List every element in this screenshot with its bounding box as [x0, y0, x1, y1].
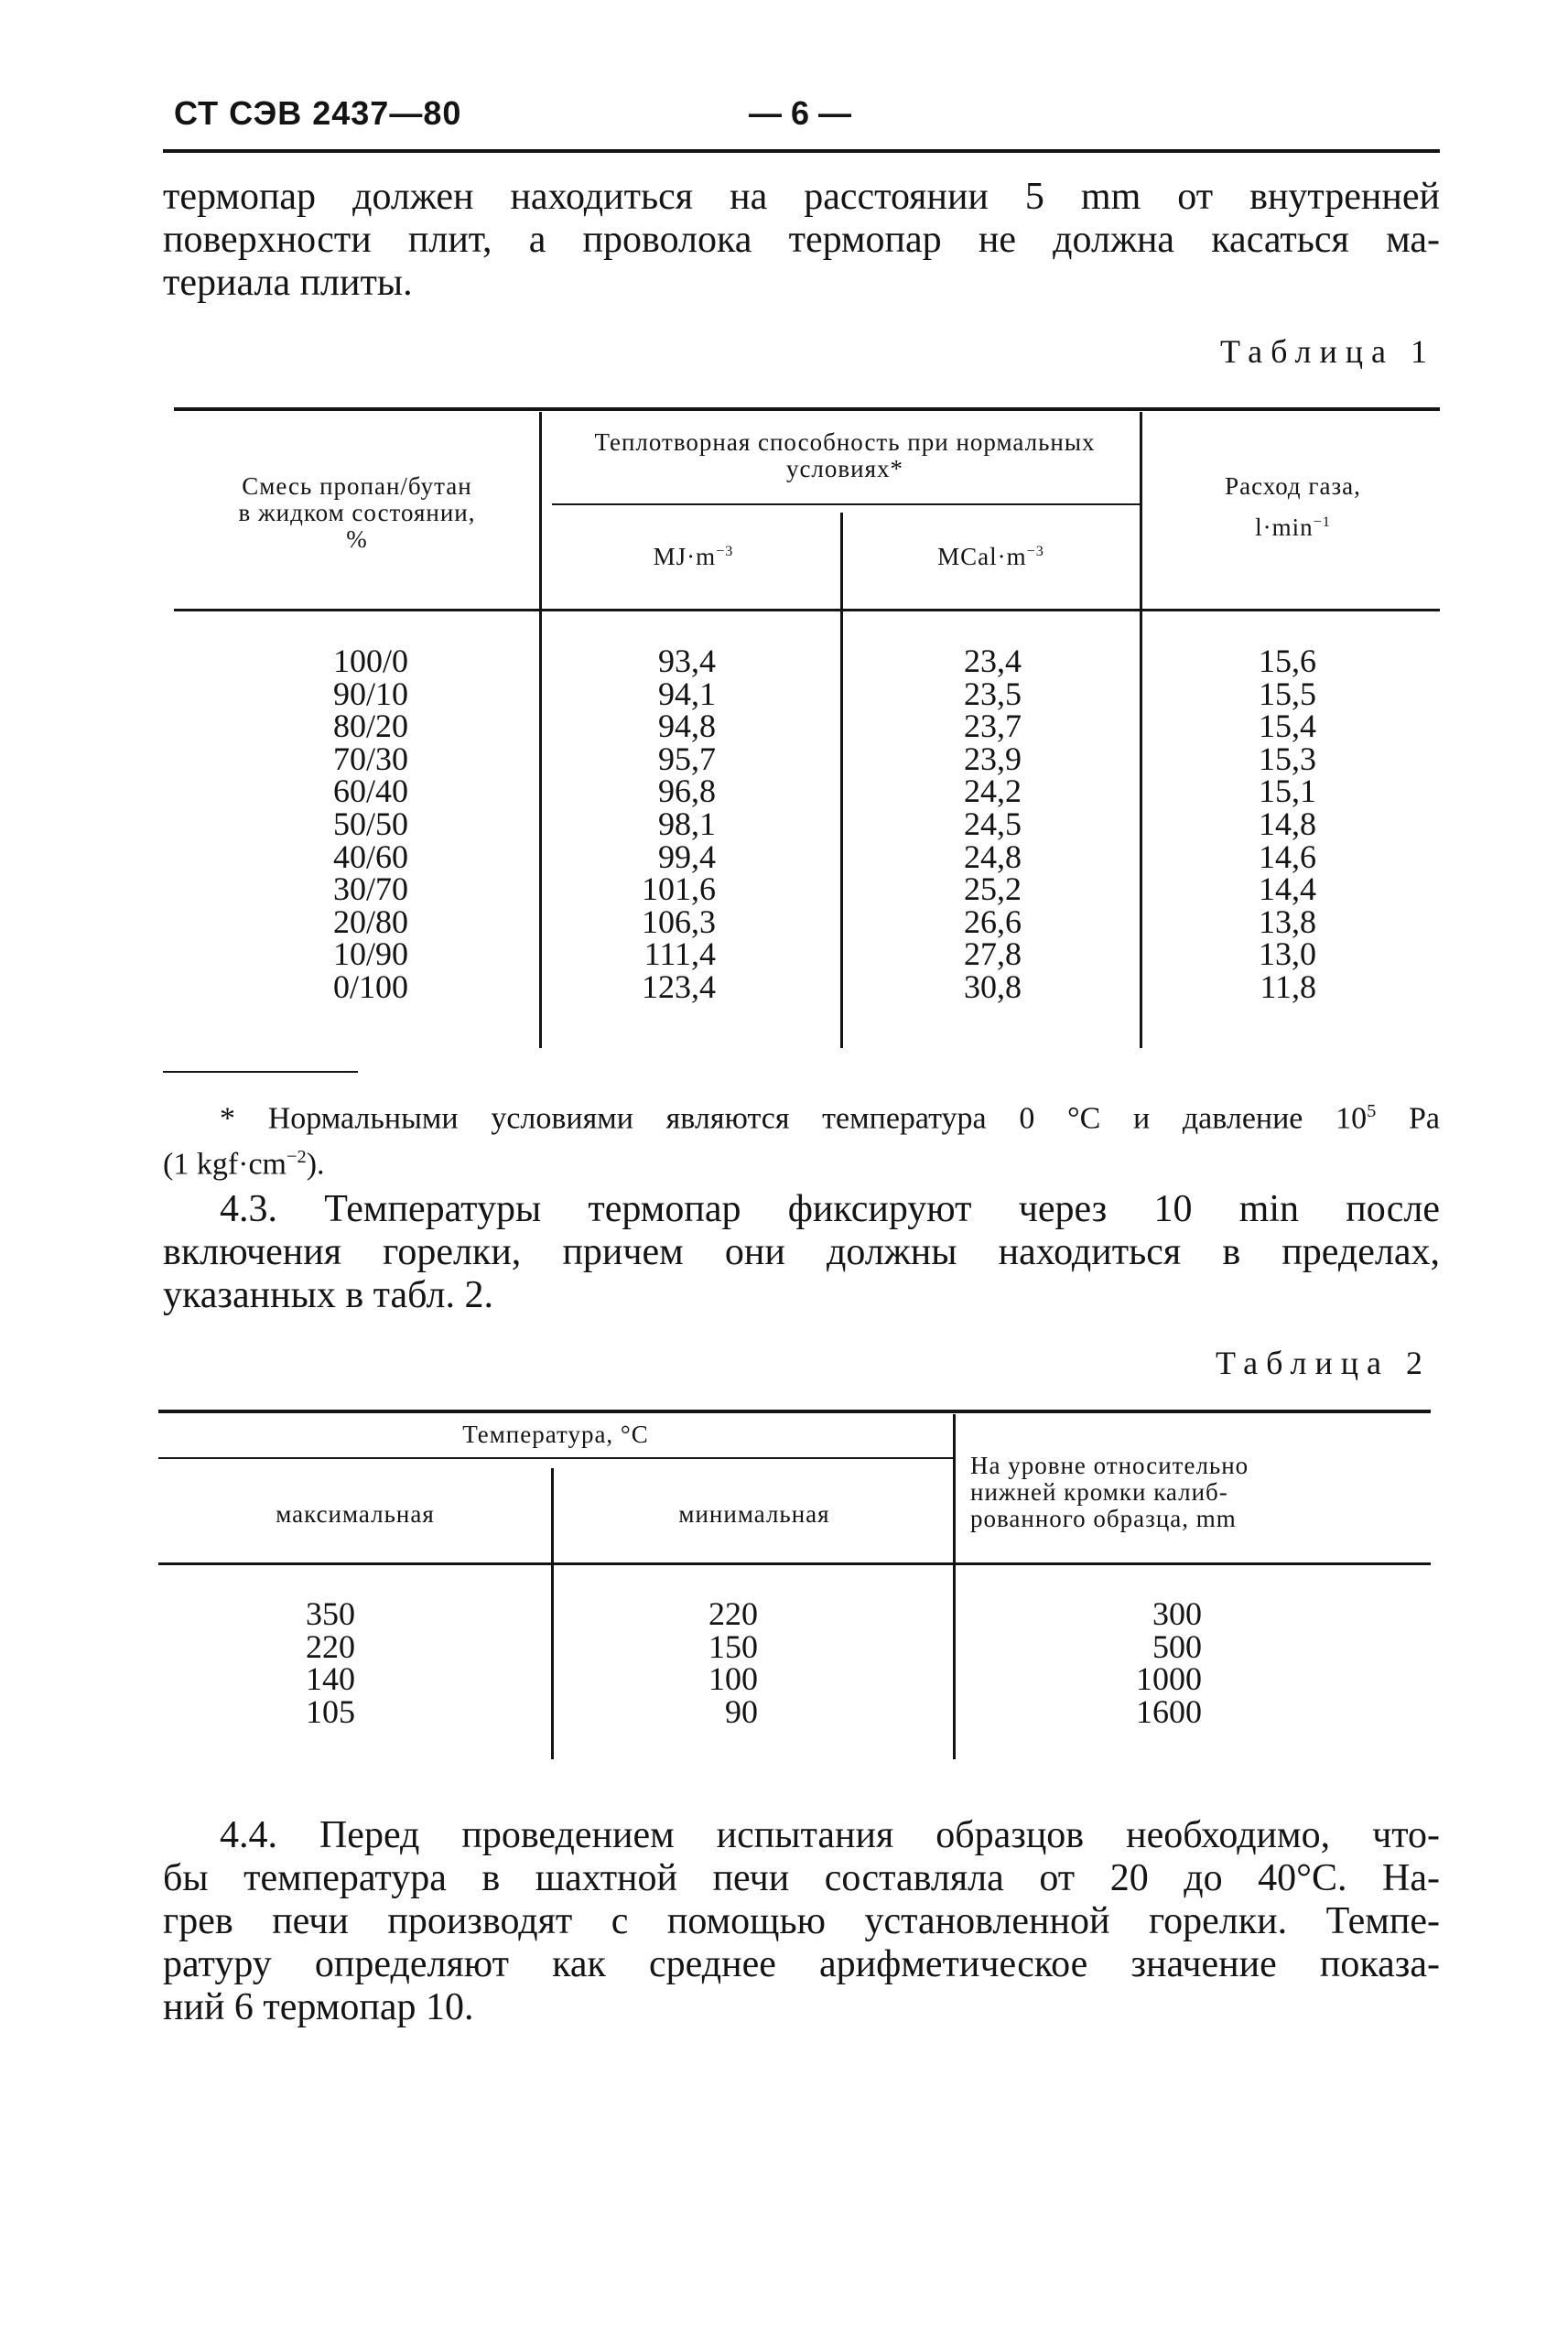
table1-col4-header: Расход газа, $l\cdot\min^{-1}$ — [1225, 472, 1361, 541]
table1-flow-column — [1217, 645, 1316, 1004]
page-number: — 6 — — [749, 94, 852, 132]
table-cell: 150 — [708, 1627, 758, 1665]
table-cell: 40/60 — [332, 838, 408, 875]
intro-line: поверхности плит, а проволока термопар не должна касаться ма- — [163, 219, 1440, 261]
table-cell: 90/10 — [332, 675, 408, 712]
footnote-rule — [163, 1071, 358, 1073]
table-cell: 15,6 — [1259, 643, 1316, 679]
table2-min-column — [696, 1595, 758, 1730]
table-cell: 13,0 — [1259, 935, 1316, 973]
header-rule — [163, 149, 1440, 153]
table-cell: 500 — [1152, 1627, 1202, 1665]
table-cell: 105 — [306, 1692, 355, 1730]
table-cell: 220 — [306, 1627, 355, 1665]
table-cell: 111,4 — [643, 935, 716, 973]
table-cell: 70/30 — [332, 740, 408, 777]
table-cell: 0/100 — [332, 968, 408, 1005]
table-cell: 15,4 — [1259, 708, 1316, 745]
paragraph-line: включения горелки, причем они должны находиться в пределах, — [163, 1231, 1440, 1273]
paragraph-line: грев печи производят с помощью установленной горелки. Темпе- — [163, 1900, 1440, 1942]
table1-col3-header: $MCal\cdot m^{-3}$ — [937, 543, 1044, 570]
table2-col1-header: максимальная — [276, 1500, 435, 1528]
table1-mj-column — [586, 645, 716, 1004]
table-cell: 1000 — [1136, 1660, 1202, 1698]
table-cell: 23,4 — [964, 643, 1022, 679]
table1-mixture-column — [275, 645, 408, 1004]
table-cell: 15,1 — [1259, 773, 1316, 810]
table-cell: 93,4 — [658, 643, 716, 679]
table-cell: 24,8 — [964, 838, 1022, 875]
paragraph-line: 4.4. Перед проведением испытания образцов необходимо, что- — [220, 1814, 1440, 1856]
table-cell: 1600 — [1136, 1692, 1202, 1730]
table-cell: 27,8 — [964, 935, 1022, 973]
table-cell: 30,8 — [964, 968, 1022, 1005]
table-cell: 13,8 — [1259, 903, 1316, 940]
table-cell: 23,7 — [964, 708, 1022, 745]
table-cell: 14,4 — [1259, 870, 1316, 908]
paragraph-line: ний 6 термопар 10. — [163, 1986, 474, 2028]
intro-line: териала плиты. — [163, 262, 413, 304]
table1-col1-header: Смесь пропан/бутан в жидком состоянии, % — [238, 472, 476, 553]
table2-group-header: Температура, °С — [462, 1421, 649, 1448]
table2-col3-header: На уровне относительно нижней кромки калиб- рованного образца, mm — [970, 1452, 1249, 1532]
paragraph-line: ратуру определяют как среднее арифметическое значение показа- — [163, 1943, 1440, 1985]
table1-mcal-column — [915, 645, 1022, 1004]
paragraph-line: указанных в табл. 2. — [163, 1274, 493, 1316]
table1-caption: Таблица 1 — [1220, 333, 1435, 370]
table1-group-header: Теплотворная способность при нормальных условиях* — [594, 428, 1096, 482]
paragraph-line: бы температура в шахтной печи составляла от 20 до 40°С. На- — [163, 1857, 1440, 1899]
table2-subheader-rule — [158, 1457, 953, 1459]
table2-divider-2 — [953, 1414, 956, 1759]
table-cell: 23,9 — [964, 740, 1022, 777]
table-cell: 99,4 — [658, 838, 716, 875]
table-cell: 101,6 — [642, 870, 716, 908]
table-cell: 140 — [306, 1660, 355, 1698]
table-cell: 11,8 — [1260, 968, 1316, 1005]
table2-top-rule — [158, 1410, 1431, 1413]
intro-line: термопар должен находиться на расстоянии 5 mm от внутренней — [163, 176, 1440, 218]
table1-divider-1 — [539, 412, 542, 1048]
table-cell: 94,1 — [658, 675, 716, 712]
table-cell: 80/20 — [332, 708, 408, 745]
table-cell: 95,7 — [658, 740, 716, 777]
table1-top-rule — [174, 407, 1440, 411]
table-cell: 25,2 — [964, 870, 1022, 908]
table-cell: 220 — [708, 1595, 758, 1632]
table2-col2-header: минимальная — [678, 1500, 830, 1528]
table-cell: 60/40 — [332, 773, 408, 810]
table-cell: 15,3 — [1259, 740, 1316, 777]
table-cell: 24,2 — [964, 773, 1022, 810]
table-cell: 90 — [725, 1692, 758, 1730]
table-cell: 20/80 — [332, 903, 408, 940]
table-cell: 300 — [1152, 1595, 1202, 1632]
table2-max-column — [293, 1595, 355, 1730]
table-cell: 106,3 — [642, 903, 716, 940]
table-cell: 14,8 — [1259, 805, 1316, 842]
table-cell: 100/0 — [332, 643, 408, 679]
table-cell: 94,8 — [658, 708, 716, 745]
table1-divider-2 — [840, 513, 843, 1048]
table-cell: 100 — [708, 1660, 758, 1698]
table-cell: 24,5 — [964, 805, 1022, 842]
footnote: * Нормальными условиями являются температура 0 °С и давление $10^5$ Ра (1 $kgf\cdot cm^{-2}$). — [163, 1101, 1440, 1182]
table-cell: 10/90 — [332, 935, 408, 973]
table-cell: 350 — [306, 1595, 355, 1632]
table1-header-rule — [174, 609, 1440, 611]
table2-caption: Таблица 2 — [1216, 1345, 1431, 1381]
standard-code: СТ СЭВ 2437—80 — [174, 94, 462, 132]
table-cell: 23,5 — [964, 675, 1022, 712]
table1-col2-header: $MJ\cdot m^{-3}$ — [653, 543, 734, 570]
table-cell: 96,8 — [658, 773, 716, 810]
table-cell: 26,6 — [964, 903, 1022, 940]
table1-divider-3 — [1140, 412, 1142, 1048]
table-cell: 14,6 — [1259, 838, 1316, 875]
table2-level-column — [1121, 1595, 1202, 1730]
table-cell: 98,1 — [658, 805, 716, 842]
table2-divider-1 — [551, 1468, 554, 1759]
table2-header-rule — [158, 1562, 1431, 1565]
table-cell: 123,4 — [642, 968, 716, 1005]
table-cell: 30/70 — [332, 870, 408, 908]
table-cell: 50/50 — [332, 805, 408, 842]
paragraph-line: 4.3. Температуры термопар фиксируют через 10 min после — [220, 1188, 1440, 1230]
table1-subheader-rule — [552, 503, 1141, 505]
table-cell: 15,5 — [1259, 675, 1316, 712]
